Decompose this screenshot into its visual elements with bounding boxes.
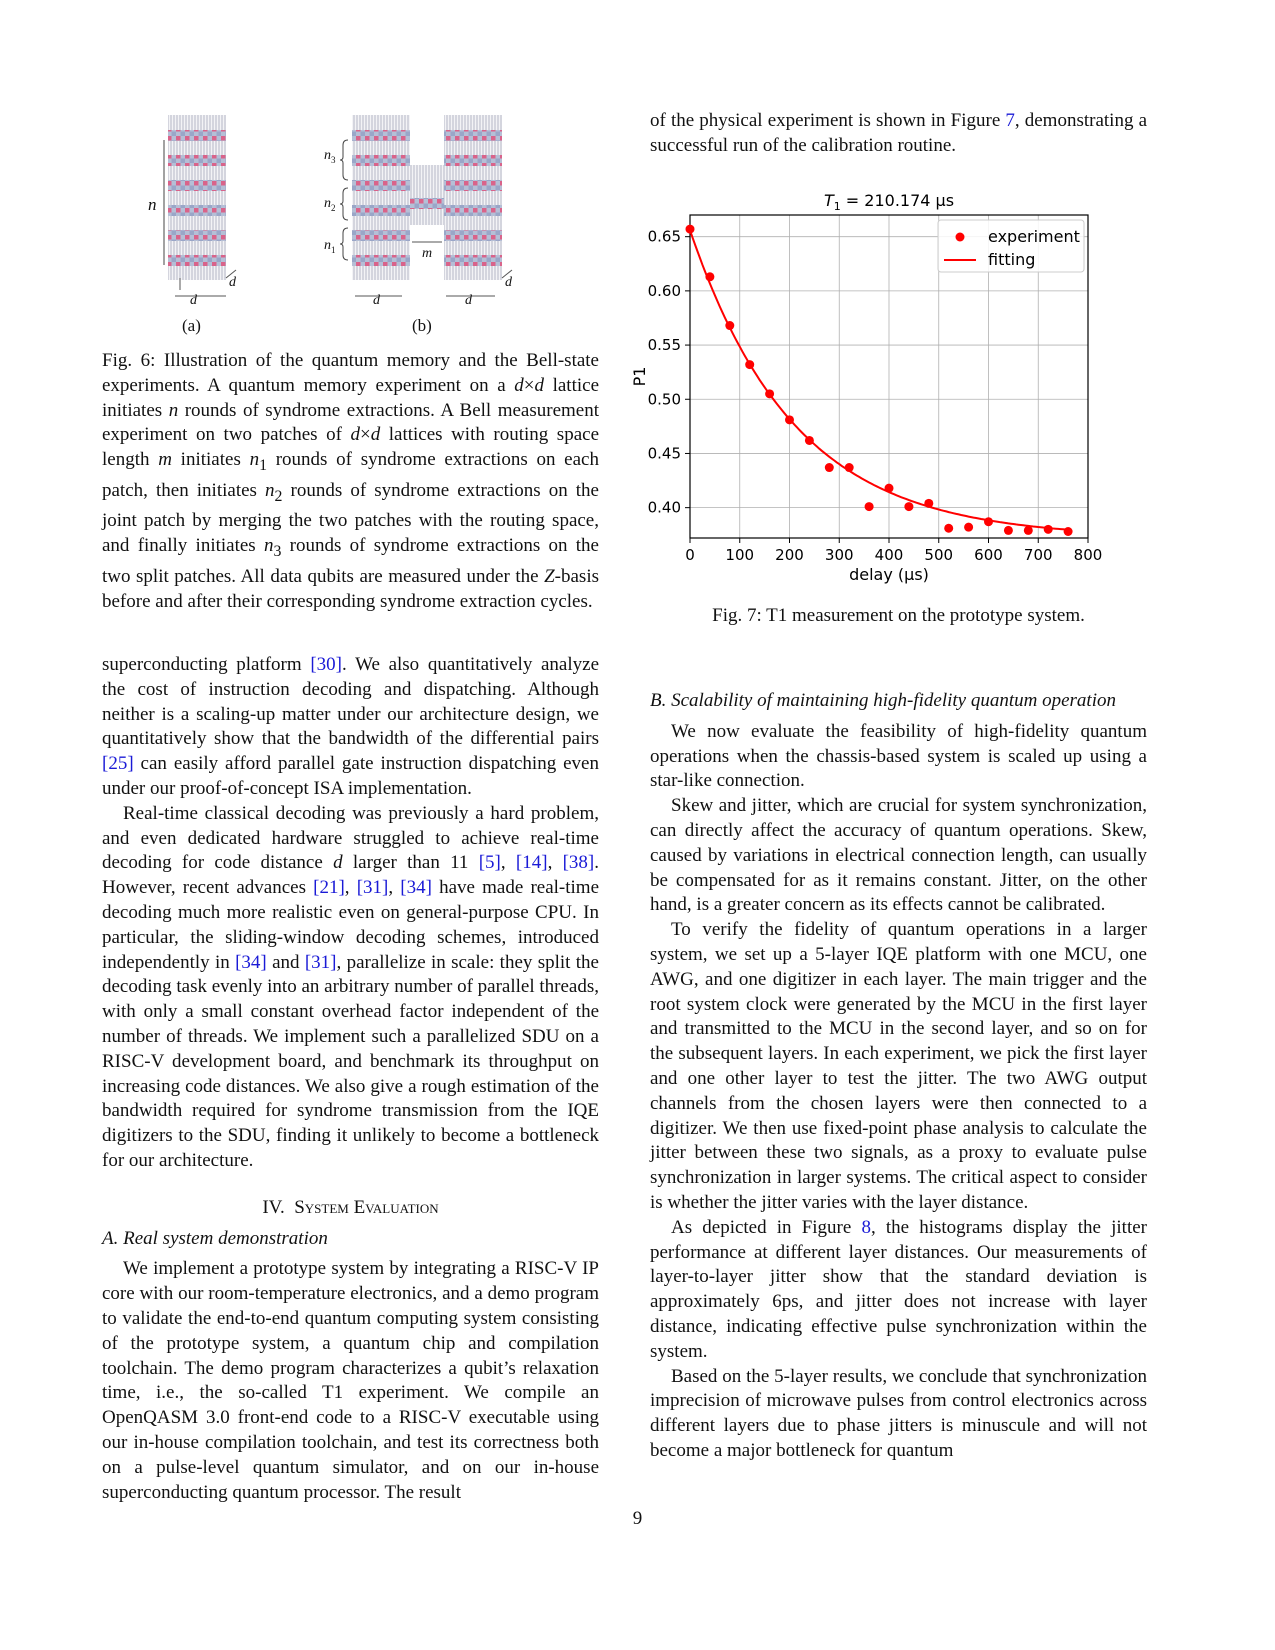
- caption-text: -basis before and after their corresponding syndrome extraction cycles.: [102, 565, 599, 612]
- text: . However, recent advances: [102, 852, 600, 899]
- chart-legend: [938, 220, 1084, 272]
- subsection-heading: A. Real system demonstration: [102, 1227, 328, 1249]
- legend-marker-experiment: [956, 233, 965, 242]
- routing-space: [410, 165, 444, 242]
- data-point: [885, 484, 894, 493]
- fig6-d-width-a: d: [190, 293, 197, 308]
- math-times: ×: [523, 374, 535, 396]
- chart-title-t: T: [823, 191, 834, 210]
- y-tick-label: 0.65: [647, 227, 681, 246]
- data-point: [725, 321, 734, 330]
- x-tick-label: 500: [924, 546, 954, 564]
- text: ,: [547, 852, 563, 874]
- math-sub: 1: [259, 456, 267, 474]
- data-point: [964, 523, 973, 532]
- math-d: d: [350, 424, 360, 446]
- text: superconducting platform: [102, 654, 311, 675]
- data-point: [904, 502, 913, 511]
- caption-text: rounds of syndrome extractions on the two split patches. All data qubits are measured under the: [102, 535, 599, 587]
- left-column-body: [102, 653, 599, 1505]
- caption-text: rounds of syndrome extractions on the joint patch by merging the two patches with the routing space, and finally initiates: [102, 479, 599, 557]
- math-m: m: [158, 449, 172, 471]
- paragraph: We now evaluate the feasibility of high-fidelity quantum operations when the chassis-based system is scaled up using a star-like connection.: [650, 720, 1147, 792]
- y-tick-label: 0.50: [647, 390, 681, 409]
- citation-link[interactable]: [14]: [515, 852, 548, 874]
- patch-b-left: [352, 115, 410, 280]
- paragraph: Based on the 5-layer results, we conclude that synchronization imprecision of microwave pulses from control electronics across different layers due to phase jitters is minuscule and will not become a major bottleneck for quantum: [650, 1365, 1147, 1461]
- math-d: d: [333, 852, 343, 874]
- chart-title-value: = 210.174 µs: [840, 191, 955, 210]
- fitting-curve: [690, 230, 1068, 530]
- text: , demonstrating a successful run of the calibration routine.: [650, 110, 1147, 156]
- fig6-n1-sub: 1: [331, 244, 336, 255]
- data-point: [984, 517, 993, 526]
- text: ,: [388, 877, 401, 899]
- data-point: [705, 272, 714, 281]
- y-tick-label: 0.55: [647, 336, 681, 355]
- data-point: [765, 389, 774, 398]
- data-point: [825, 463, 834, 472]
- x-axis-label: delay (µs): [849, 565, 929, 584]
- math-n2: n: [265, 479, 275, 501]
- x-tick-label: 200: [775, 546, 804, 564]
- text: have made real-time decoding much more realistic even on general-purpose CPU. In particular, the sliding-window decoding schemes, introduced independently in: [102, 877, 600, 973]
- citation-link[interactable]: [31]: [356, 877, 389, 899]
- chart-title: [824, 191, 954, 213]
- data-point: [944, 524, 953, 533]
- data-point: [1044, 525, 1053, 534]
- chart-ticks: [648, 228, 1103, 564]
- text: of the physical experiment is shown in Figure: [650, 110, 1006, 131]
- data-point: [745, 360, 754, 369]
- citation-link[interactable]: [25]: [102, 753, 134, 775]
- caption-text: initiates: [171, 449, 250, 471]
- y-tick-label: 0.60: [647, 281, 681, 300]
- subsection-heading: B. Scalability of maintaining high-fidelity quantum operation: [650, 690, 1116, 711]
- math-d: d: [370, 424, 381, 446]
- paragraph: [102, 653, 599, 802]
- section-heading: [102, 1196, 599, 1221]
- data-point: [805, 436, 814, 445]
- data-point: [1064, 527, 1073, 536]
- fig6-label-b: (b): [412, 316, 432, 335]
- data-point: [785, 415, 794, 424]
- right-column-top: [650, 109, 1147, 159]
- data-point: [1004, 526, 1013, 535]
- fig7-caption: Fig. 7: T1 measurement on the prototype system.: [712, 605, 1085, 626]
- page-number: 9: [632, 1508, 643, 1529]
- citation-link[interactable]: [38]: [562, 852, 595, 874]
- text: ,: [344, 877, 357, 899]
- caption-text: rounds of syndrome extractions. A Bell measurement experiment on two patches of: [102, 399, 600, 446]
- legend-label-experiment: experiment: [988, 227, 1080, 246]
- fig6-n1-letter: n: [324, 238, 331, 253]
- paragraph: [650, 109, 1147, 159]
- legend-label-fitting: fitting: [988, 250, 1036, 269]
- figure-6-graphic: [140, 100, 540, 345]
- citation-link[interactable]: [21]: [313, 877, 345, 899]
- paragraph: [650, 1216, 1147, 1365]
- caption-text: rounds of syndrome extractions on each patch, then initiates: [102, 449, 599, 501]
- figure-link[interactable]: 7: [1005, 110, 1015, 131]
- figure-7-chart: [630, 185, 1140, 605]
- text: and: [266, 951, 305, 973]
- t1-chart-svg: [630, 185, 1140, 605]
- fig6-d-width-b2: d: [465, 293, 472, 308]
- math-d: d: [514, 374, 524, 396]
- math-z: Z: [544, 565, 555, 587]
- text: can easily afford parallel gate instruction dispatching even under our proof-of-concept ISA implementation.: [102, 753, 599, 799]
- chart-title-sub: 1: [833, 200, 841, 213]
- x-tick-label: 100: [725, 546, 755, 564]
- paragraph: To verify the fidelity of quantum operations in a larger system, we set up a 5-layer IQE platform with one MCU, one AWG, and one digitizer in each layer. The main trigger and the root system clock were generated by the MCU in the first layer and transmitted to the MCU in the second layer, and so on for the subsequent layers. In each experiment, we pick the first layer and one other layer to test the jitter. The two AWG output channels from the chosen layers were then connected to a digitizer. We then use fixed-point phase analysis to calculate the jitter between these two signals, as a proxy to evaluate pulse synchronization in larger systems. The critical aspect to consider is whether the jitter varies with the layer distance.: [650, 919, 1147, 1213]
- fig6-d-depth-a: d: [229, 275, 236, 290]
- paragraph: We implement a prototype system by integrating a RISC-V IP core with our room-temperature electronics, and a demo program to validate the end-to-end quantum computing system consisting of the prototype system, a quantum chip and compilation toolchain. The demo program characterizes a qubit’s relaxation time, i.e., the so-called T1 experiment. We compile an OpenQASM 3.0 front-end code to a RISC-V executable using our in-house compilation toolchain, and test its correctness both on a pulse-level quantum simulator, and on our in-house superconducting quantum processor. The result: [102, 1258, 599, 1503]
- y-axis-label: P1: [630, 366, 649, 387]
- paragraph: [102, 802, 599, 1174]
- math-n: n: [168, 399, 179, 421]
- text: , parallelize in scale: they split the decoding task evenly into an arbitrary number of parallel threads, with only a small constant overhead factor independent of the number of threads. We implement such a parallelized SDU on a RISC-V development board, and benchmark its throughput on increasing code distances. We also give a rough estimation of the bandwidth required for syndrome transmission from the IQE digitizers to the SDU, finding it unlikely to become a bottleneck for our architecture.: [102, 951, 599, 1171]
- section-number: IV.: [262, 1196, 285, 1218]
- fig6-caption: [102, 349, 599, 614]
- data-point: [686, 225, 695, 234]
- citation-link[interactable]: [30]: [310, 654, 342, 675]
- patch-a: [164, 115, 236, 296]
- x-tick-label: 300: [824, 546, 854, 564]
- data-point: [865, 502, 874, 511]
- fig6-m-label: m: [422, 246, 433, 261]
- paragraph: Skew and jitter, which are crucial for system synchronization, can directly affect the accuracy of quantum operations. Skew, caused by variations in electrical connection length, can usually be compensated for as it remains constant. Jitter, on the other hand, is a greater concern as its effects cannot be calibrated.: [650, 795, 1147, 916]
- caption-text: lattice initiates: [102, 374, 599, 421]
- fig6-n2-label: [324, 196, 336, 213]
- x-tick-label: 600: [974, 546, 1003, 564]
- x-tick-label: 400: [874, 546, 904, 564]
- x-tick-label: 700: [1023, 546, 1053, 564]
- data-point: [1024, 526, 1033, 535]
- fig6-d-depth-b: d: [505, 275, 512, 290]
- fig6-label-a: (a): [182, 316, 201, 335]
- text: As depicted in Figure: [671, 1216, 862, 1238]
- citation-link[interactable]: [31]: [304, 951, 337, 973]
- fig6-n2-letter: n: [324, 196, 331, 211]
- math-times: ×: [359, 424, 371, 446]
- text: Real-time classical decoding was previously a hard problem, and even dedicated hardware struggled to achieve real-time decoding for code distance: [102, 802, 599, 874]
- fig6-n3-sub: 3: [331, 154, 336, 165]
- math-d: d: [534, 374, 544, 396]
- y-tick-label: 0.45: [647, 444, 681, 463]
- citation-link[interactable]: [34]: [400, 877, 432, 899]
- x-tick-label: 0: [685, 546, 695, 564]
- text: ,: [500, 852, 516, 874]
- math-sub: 3: [273, 542, 282, 560]
- caption-text: lattices with routing space length: [102, 424, 600, 471]
- text: , the histograms display the jitter performance at different layer distances. Our measurements of layer-to-layer jitter show that the standard deviation is approximately 6ps, and jitter does not increase with layer distance, indicating effective pulse synchronization within the system.: [650, 1216, 1148, 1362]
- data-point: [924, 499, 933, 508]
- fig6-n3-label: [324, 148, 336, 165]
- math-n3: n: [263, 535, 274, 557]
- figure-6: [140, 100, 540, 345]
- y-tick-label: 0.40: [647, 498, 681, 517]
- fig6-n2-sub: 2: [331, 202, 336, 213]
- data-point: [845, 463, 854, 472]
- citation-link[interactable]: [34]: [235, 951, 267, 973]
- fig6-n-label: n: [148, 195, 157, 214]
- section-title: System Evaluation: [294, 1196, 439, 1218]
- citation-link[interactable]: [5]: [478, 852, 501, 874]
- x-tick-label: 800: [1073, 546, 1103, 564]
- fig6-d-width-b1: d: [373, 293, 380, 308]
- math-sub: 2: [274, 487, 283, 505]
- figure-link[interactable]: 8: [861, 1216, 871, 1238]
- text: . We also quantitatively analyze the cost of instruction decoding and dispatching. Although neither is a scaling-up matter under our architecture design, we quantitatively show that the bandwidth of the differential pairs: [102, 654, 599, 750]
- right-column-body: [650, 689, 1147, 1464]
- fig6-n3-letter: n: [324, 148, 331, 163]
- math-n1: n: [249, 449, 260, 471]
- caption-text: Fig. 6: Illustration of the quantum memory and the Bell-state experiments. A quantum memory experiment on a: [102, 350, 599, 396]
- fig6-n1-label: [324, 238, 336, 255]
- text: larger than 11: [342, 852, 479, 874]
